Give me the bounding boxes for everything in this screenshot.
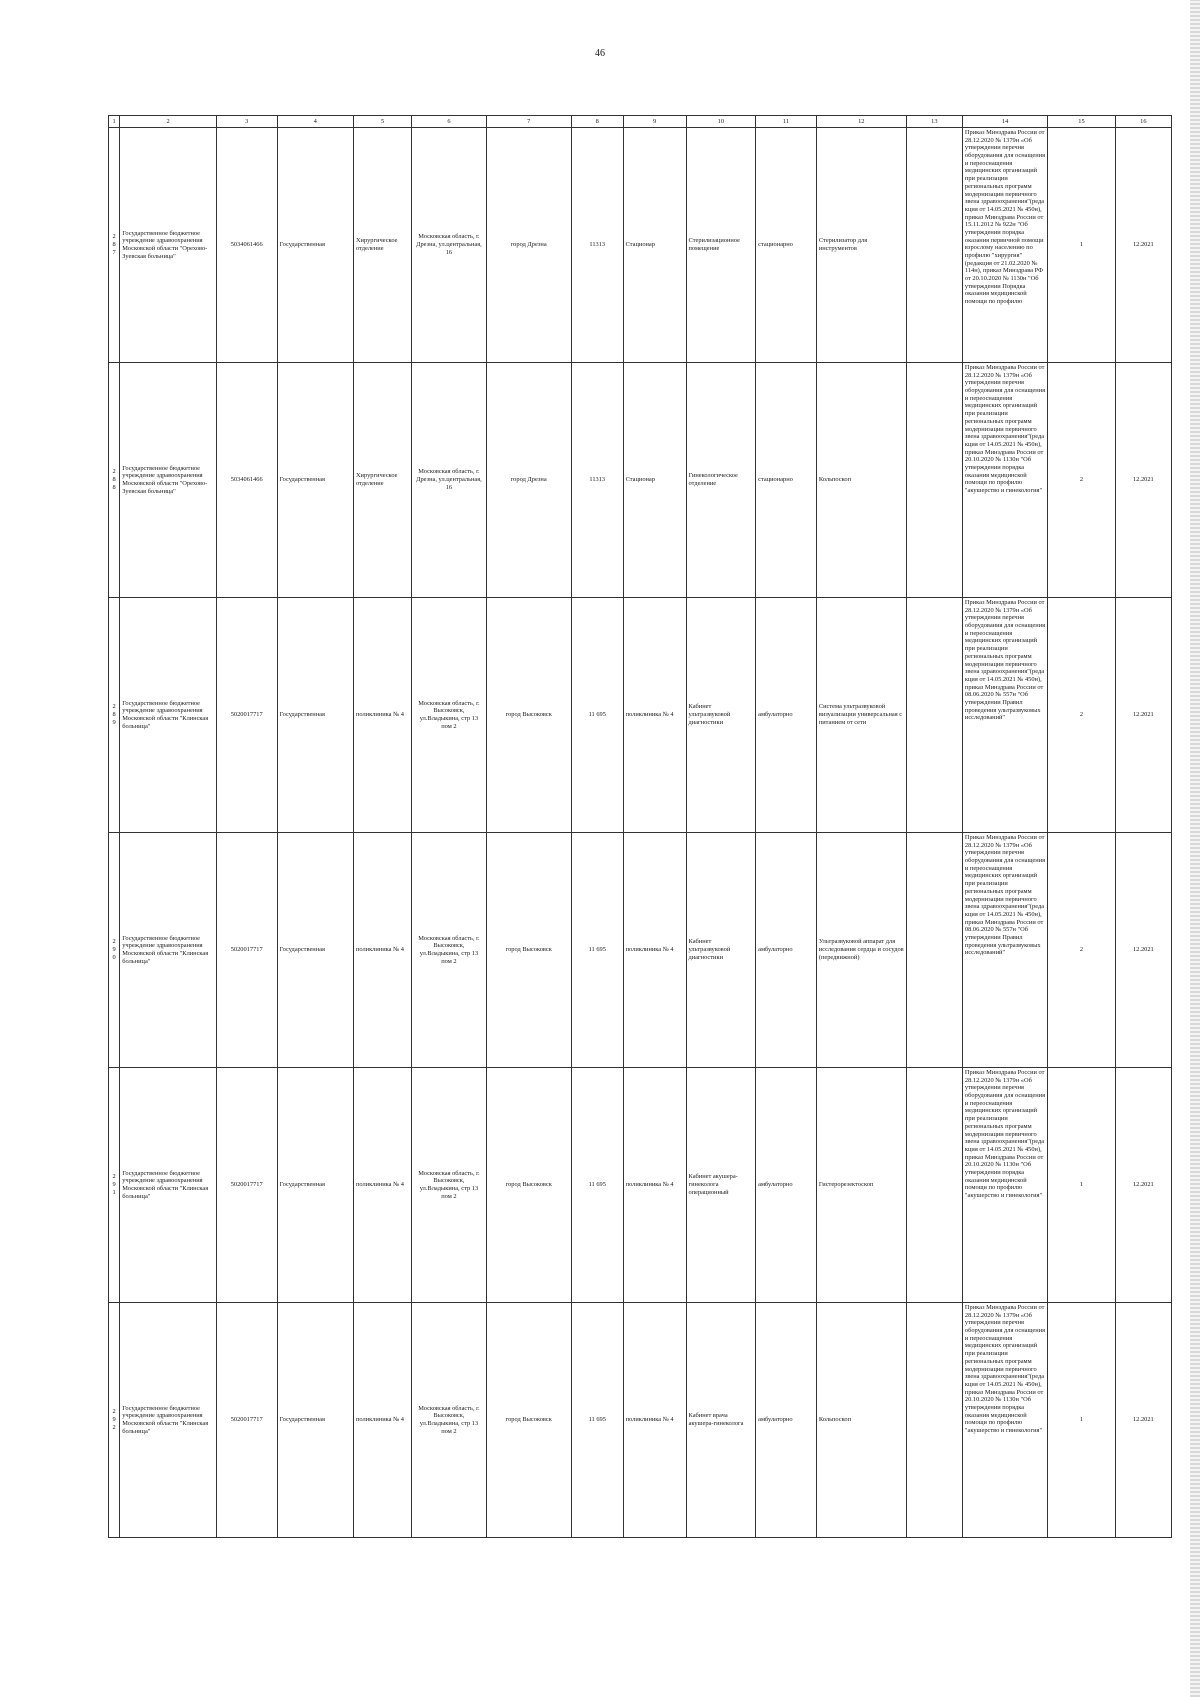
unit-type: Стационар <box>623 128 686 363</box>
care-condition: амбулаторно <box>756 1303 817 1538</box>
column-13-cell <box>906 128 962 363</box>
column-number-15: 15 <box>1048 116 1115 128</box>
equipment-name: Стерилизатор для инструментов <box>816 128 906 363</box>
care-condition: амбулаторно <box>756 1068 817 1303</box>
legal-basis <box>962 1303 1047 1538</box>
row-number: 290 <box>109 833 120 1068</box>
address-cell: Московская область, г. Высоковск, ул.Владыкина, стр 13 пом 2 <box>412 1068 486 1303</box>
column-number-2: 2 <box>120 116 217 128</box>
subdivision-name: поликлиника № 4 <box>353 1068 411 1303</box>
inn-cell: 5020017717 <box>216 1303 277 1538</box>
legal-basis-text: Приказ Минздрава России от 28.12.2020 № 1379н «Об утверждении перечня оборудования для оснащения и переоснащения медицинских организаций при реализации региональных программ модернизации первичного звена здравоохранения"(реда кция от 14.05.2021 № 450н), приказ Минздрава России от 15.11.2012 № 922н "Об утверждении порядка оказания первичной помощи взрослому населению по профилю "хирургия" (редакция от 21.02.2020 № 114н), приказ Минздрава РФ от 20.10.2020 № 1130н "Об утверждении Порядка оказания медицинской помощи по профилю <box>964 129 1046 306</box>
organization-name: Государственное бюджетное учреждение здравоохранения Московской области "Клинская больница" <box>120 1068 217 1303</box>
table-row <box>109 1303 1172 1538</box>
room-name: Кабинет ультразвуковой диагностики <box>686 833 756 1068</box>
ownership-form: Государственная <box>277 128 353 363</box>
unit-type: Стационар <box>623 363 686 598</box>
care-condition: амбулаторно <box>756 598 817 833</box>
address-cell: Московская область, г. Высоковск, ул.Владыкина, стр 13 пом 2 <box>412 833 486 1068</box>
locality-cell: город Дрезна <box>486 363 571 598</box>
equipment-name: Кольпоскоп <box>816 1303 906 1538</box>
address-cell: Московская область, г. Высоковск, ул.Владыкина, стр 13 пом 2 <box>412 598 486 833</box>
legal-basis <box>962 833 1047 1068</box>
locality-cell: город Высоковск <box>486 1068 571 1303</box>
locality-cell: город Высоковск <box>486 833 571 1068</box>
delivery-date: 12.2021 <box>1115 833 1171 1068</box>
ownership-form: Государственная <box>277 1068 353 1303</box>
column-number-7: 7 <box>486 116 571 128</box>
column-number-3: 3 <box>216 116 277 128</box>
room-name: Гинекологическое отделение <box>686 363 756 598</box>
inn-cell: 5020017717 <box>216 833 277 1068</box>
table-row <box>109 598 1172 833</box>
ownership-form: Государственная <box>277 598 353 833</box>
quantity-cell: 1 <box>1048 128 1115 363</box>
equipment-name: Кольпоскоп <box>816 363 906 598</box>
subdivision-name: поликлиника № 4 <box>353 598 411 833</box>
room-name: Кабинет врача акушера-гинеколога <box>686 1303 756 1538</box>
header-row <box>109 116 1172 128</box>
legal-basis-text: Приказ Минздрава России от 28.12.2020 № 1379н «Об утверждении перечня оборудования для оснащения и переоснащения медицинских организаций при реализации региональных программ модернизации первичного звена здравоохранения"(реда кция от 14.05.2021 № 450н), приказ Минздрава России от 08.06.2020 № 557н "Об утверждении Правил проведения ультразвуковых исследований" <box>964 834 1046 957</box>
territory-code: 11 695 <box>571 598 623 833</box>
column-number-12: 12 <box>816 116 906 128</box>
column-number-header <box>109 116 1172 128</box>
organization-name: Государственное бюджетное учреждение здравоохранения Московской области "Клинская больница" <box>120 1303 217 1538</box>
table-row <box>109 833 1172 1068</box>
column-number-10: 10 <box>686 116 756 128</box>
quantity-cell: 1 <box>1048 1068 1115 1303</box>
delivery-date: 12.2021 <box>1115 1303 1171 1538</box>
equipment-name: Ультразвуковой аппарат для исследования сердца и сосудов (передвижной) <box>816 833 906 1068</box>
ownership-form: Государственная <box>277 1303 353 1538</box>
table-row <box>109 1068 1172 1303</box>
scan-edge-shadow <box>1190 0 1200 1697</box>
subdivision-name: поликлиника № 4 <box>353 833 411 1068</box>
delivery-date: 12.2021 <box>1115 1068 1171 1303</box>
locality-cell: город Высоковск <box>486 598 571 833</box>
inn-cell: 5020017717 <box>216 1068 277 1303</box>
locality-cell: город Дрезна <box>486 128 571 363</box>
column-number-6: 6 <box>412 116 486 128</box>
room-name: Кабинет ультразвуковой диагностики <box>686 598 756 833</box>
row-number: 289 <box>109 598 120 833</box>
row-number: 291 <box>109 1068 120 1303</box>
territory-code: 11313 <box>571 363 623 598</box>
equipment-name: Гистерорезектоскоп <box>816 1068 906 1303</box>
subdivision-name: Хирургическое отделение <box>353 128 411 363</box>
subdivision-name: Хирургическое отделение <box>353 363 411 598</box>
legal-basis <box>962 598 1047 833</box>
column-number-9: 9 <box>623 116 686 128</box>
column-13-cell <box>906 833 962 1068</box>
unit-type: поликлиника № 4 <box>623 1068 686 1303</box>
delivery-date: 12.2021 <box>1115 598 1171 833</box>
territory-code: 11 695 <box>571 1303 623 1538</box>
ownership-form: Государственная <box>277 833 353 1068</box>
organization-name: Государственное бюджетное учреждение здравоохранения Московской области "Орехово-Зуевская больница" <box>120 363 217 598</box>
address-cell: Московская область, г. Высоковск, ул.Владыкина, стр 13 пом 2 <box>412 1303 486 1538</box>
equipment-registry-table <box>108 115 1172 1538</box>
quantity-cell: 2 <box>1048 833 1115 1068</box>
ownership-form: Государственная <box>277 363 353 598</box>
legal-basis <box>962 128 1047 363</box>
address-cell: Московская область, г. Дрезна, ул.центральная, 16 <box>412 363 486 598</box>
column-13-cell <box>906 363 962 598</box>
address-cell: Московская область, г. Дрезна, ул.центральная, 16 <box>412 128 486 363</box>
locality-cell: город Высоковск <box>486 1303 571 1538</box>
unit-type: поликлиника № 4 <box>623 1303 686 1538</box>
organization-name: Государственное бюджетное учреждение здравоохранения Московской области "Клинская больница" <box>120 598 217 833</box>
inn-cell: 5034061466 <box>216 128 277 363</box>
unit-type: поликлиника № 4 <box>623 833 686 1068</box>
page-number: 46 <box>595 48 605 59</box>
legal-basis <box>962 363 1047 598</box>
quantity-cell: 2 <box>1048 598 1115 833</box>
legal-basis-text: Приказ Минздрава России от 28.12.2020 № 1379н «Об утверждении перечня оборудования для оснащения и переоснащения медицинских организаций при реализации региональных программ модернизации первичного звена здравоохранения"(реда кция от 14.05.2021 № 450н), приказ Минздрава России от 08.06.2020 № 557н "Об утверждении Правил проведения ультразвуковых исследований" <box>964 599 1046 722</box>
unit-type: поликлиника № 4 <box>623 598 686 833</box>
legal-basis-text: Приказ Минздрава России от 28.12.2020 № 1379н «Об утверждении перечня оборудования для оснащения и переоснащения медицинских организаций при реализации региональных программ модернизации первичного звена здравоохранения"(реда кция от 14.05.2021 № 450н), приказ Минздрава России от 20.10.2020 № 1130н "Об утверждении порядка оказания медицинской помощи по профилю "акушерство и гинекология" <box>964 1304 1046 1434</box>
column-13-cell <box>906 1068 962 1303</box>
territory-code: 11 695 <box>571 1068 623 1303</box>
subdivision-name: поликлиника № 4 <box>353 1303 411 1538</box>
territory-code: 11 695 <box>571 833 623 1068</box>
column-number-13: 13 <box>906 116 962 128</box>
care-condition: стационарно <box>756 128 817 363</box>
care-condition: стационарно <box>756 363 817 598</box>
table-row <box>109 128 1172 363</box>
column-number-5: 5 <box>353 116 411 128</box>
legal-basis-text: Приказ Минздрава России от 28.12.2020 № 1379н «Об утверждении перечня оборудования для оснащения и переоснащения медицинских организаций при реализации региональных программ модернизации первичного звена здравоохранения"(реда кция от 14.05.2021 № 450н), приказ Минздрава России от 20.10.2020 № 1130н "Об утверждении порядка оказания медицинской помощи по профилю "акушерство и гинекология" <box>964 364 1046 494</box>
table-row <box>109 363 1172 598</box>
territory-code: 11313 <box>571 128 623 363</box>
column-number-4: 4 <box>277 116 353 128</box>
quantity-cell: 2 <box>1048 363 1115 598</box>
organization-name: Государственное бюджетное учреждение здравоохранения Московской области "Клинская больница" <box>120 833 217 1068</box>
legal-basis <box>962 1068 1047 1303</box>
room-name: Кабинет акушера-гинеколога операционный <box>686 1068 756 1303</box>
column-13-cell <box>906 598 962 833</box>
equipment-name: Система ультразвуковой визуализации универсальная с питанием от сети <box>816 598 906 833</box>
column-number-11: 11 <box>756 116 817 128</box>
table-body <box>109 128 1172 1538</box>
organization-name: Государственное бюджетное учреждение здравоохранения Московской области "Орехово-Зуевская больница" <box>120 128 217 363</box>
legal-basis-text: Приказ Минздрава России от 28.12.2020 № 1379н «Об утверждении перечня оборудования для оснащения и переоснащения медицинских организаций при реализации региональных программ модернизации первичного звена здравоохранения"(реда кция от 14.05.2021 № 450н), приказ Минздрава России от 20.10.2020 № 1130н "Об утверждении порядка оказания медицинской помощи по профилю "акушерство и гинекология" <box>964 1069 1046 1199</box>
column-number-8: 8 <box>571 116 623 128</box>
delivery-date: 12.2021 <box>1115 363 1171 598</box>
row-number: 287 <box>109 128 120 363</box>
room-name: Стерилизационное помещение <box>686 128 756 363</box>
column-number-14: 14 <box>962 116 1047 128</box>
column-number-16: 16 <box>1115 116 1171 128</box>
care-condition: амбулаторно <box>756 833 817 1068</box>
quantity-cell: 1 <box>1048 1303 1115 1538</box>
inn-cell: 5020017717 <box>216 598 277 833</box>
delivery-date: 12.2021 <box>1115 128 1171 363</box>
column-number-1: 1 <box>109 116 120 128</box>
row-number: 288 <box>109 363 120 598</box>
row-number: 292 <box>109 1303 120 1538</box>
inn-cell: 5034061466 <box>216 363 277 598</box>
column-13-cell <box>906 1303 962 1538</box>
